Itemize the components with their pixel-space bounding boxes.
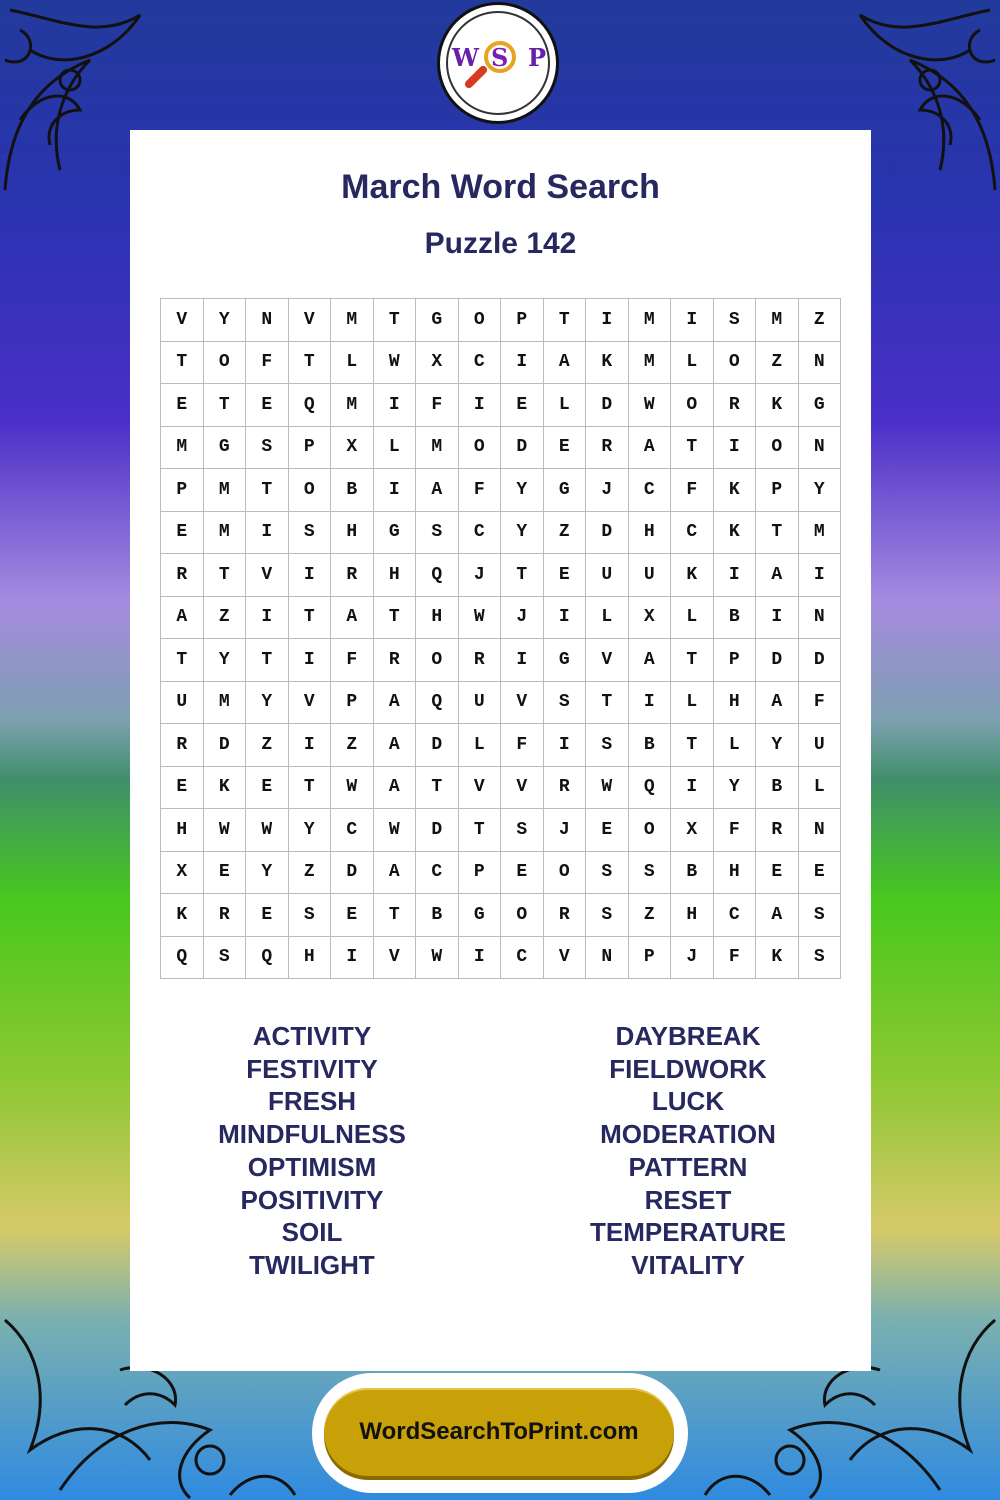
grid-cell[interactable]: L [331,342,374,385]
grid-cell[interactable]: D [586,384,629,427]
grid-cell[interactable]: C [714,894,757,937]
grid-cell[interactable]: D [204,724,247,767]
grid-cell[interactable]: Y [246,682,289,725]
grid-cell[interactable]: F [714,809,757,852]
word-list-item: SOIL [281,1217,343,1248]
grid-cell[interactable]: Q [289,384,332,427]
grid-cell[interactable]: J [544,809,587,852]
grid-cell[interactable]: W [204,809,247,852]
grid-cell[interactable]: W [416,937,459,980]
logo-letter-s: S [491,43,509,72]
grid-cell[interactable]: I [586,299,629,342]
word-list-item: FIELDWORK [609,1053,767,1084]
grid-cell[interactable]: I [459,384,502,427]
grid-cell[interactable]: T [544,299,587,342]
grid-cell[interactable]: S [246,427,289,470]
grid-cell[interactable]: J [586,469,629,512]
grid-cell[interactable]: Z [756,342,799,385]
grid-cell[interactable]: D [416,809,459,852]
grid-cell[interactable]: O [459,427,502,470]
grid-cell[interactable]: L [586,597,629,640]
grid-cell[interactable]: B [416,894,459,937]
grid-cell[interactable]: G [459,894,502,937]
ornament-top-left [0,0,150,200]
grid-cell[interactable]: B [756,767,799,810]
grid-cell[interactable]: L [671,682,714,725]
grid-cell[interactable]: O [204,342,247,385]
grid-cell[interactable]: F [331,639,374,682]
grid-cell[interactable]: X [629,597,672,640]
grid-cell[interactable]: S [289,512,332,555]
grid-cell[interactable]: E [161,384,204,427]
grid-cell[interactable]: U [459,682,502,725]
grid-cell[interactable]: T [501,554,544,597]
grid-cell[interactable]: A [374,852,417,895]
grid-cell[interactable]: M [629,342,672,385]
logo-letter-w: W [452,43,479,72]
grid-cell[interactable]: U [586,554,629,597]
grid-cell[interactable]: E [204,852,247,895]
grid-cell[interactable]: W [459,597,502,640]
grid-cell[interactable]: Z [544,512,587,555]
grid-cell[interactable]: G [544,469,587,512]
grid-cell[interactable]: G [374,512,417,555]
grid-cell[interactable]: U [161,682,204,725]
puzzle-number: Puzzle 142 [424,227,577,260]
grid-cell[interactable]: E [161,767,204,810]
grid-cell[interactable]: T [204,384,247,427]
grid-cell[interactable]: S [799,937,842,980]
grid-cell[interactable]: U [629,554,672,597]
grid-cell[interactable]: T [374,597,417,640]
grid-cell[interactable]: A [756,554,799,597]
grid-cell[interactable]: Y [501,469,544,512]
grid-cell[interactable]: I [289,639,332,682]
grid-cell[interactable]: R [756,809,799,852]
grid-cell[interactable]: T [586,682,629,725]
site-url: WordSearchToPrint.com [359,1418,639,1445]
grid-cell[interactable]: I [714,427,757,470]
grid-cell[interactable]: E [161,512,204,555]
page-title: March Word Search [341,168,660,206]
grid-cell[interactable]: T [459,809,502,852]
grid-cell[interactable]: I [374,469,417,512]
grid-cell[interactable]: V [161,299,204,342]
grid-cell[interactable]: W [246,809,289,852]
grid-cell[interactable]: S [289,894,332,937]
grid-cell[interactable]: E [331,894,374,937]
word-list-item: RESET [644,1184,732,1215]
grid-cell[interactable]: D [756,639,799,682]
word-list-item: MODERATION [600,1119,776,1150]
grid-cell[interactable]: Q [416,554,459,597]
grid-cell[interactable]: C [459,512,502,555]
grid-cell[interactable]: T [161,342,204,385]
grid-cell[interactable]: S [629,852,672,895]
grid-cell[interactable]: S [714,299,757,342]
grid-cell[interactable]: F [416,384,459,427]
grid-cell[interactable]: H [629,512,672,555]
grid-cell[interactable]: K [756,384,799,427]
grid-cell[interactable]: M [756,299,799,342]
wsp-logo [437,2,559,124]
grid-cell[interactable]: M [204,469,247,512]
grid-cell[interactable]: I [671,767,714,810]
grid-cell[interactable]: V [501,767,544,810]
grid-cell[interactable]: Q [629,767,672,810]
grid-cell[interactable]: V [501,682,544,725]
word-list-item: PATTERN [628,1151,748,1182]
grid-cell[interactable]: Z [204,597,247,640]
grid-cell[interactable]: A [374,724,417,767]
grid-cell[interactable]: K [671,554,714,597]
grid-cell[interactable]: O [671,384,714,427]
grid-cell[interactable]: T [246,639,289,682]
grid-cell[interactable]: S [799,894,842,937]
grid-cell[interactable]: I [459,937,502,980]
grid-cell[interactable]: B [629,724,672,767]
grid-cell[interactable]: G [799,384,842,427]
grid-cell[interactable]: C [331,809,374,852]
grid-cell[interactable]: P [289,427,332,470]
grid-cell[interactable]: Y [204,639,247,682]
grid-cell[interactable]: H [671,894,714,937]
word-list-left [162,1020,462,1282]
word-list-item: ACTIVITY [252,1021,372,1051]
grid-cell[interactable]: K [714,469,757,512]
grid-cell[interactable]: H [161,809,204,852]
grid-cell[interactable]: L [374,427,417,470]
grid-cell[interactable]: Y [289,809,332,852]
grid-cell[interactable]: H [289,937,332,980]
grid-cell[interactable]: W [374,342,417,385]
logo-letter-p: P [528,43,547,72]
grid-cell[interactable]: O [756,427,799,470]
grid-cell[interactable]: X [671,809,714,852]
grid-cell[interactable]: V [544,937,587,980]
grid-cell[interactable]: S [501,809,544,852]
grid-cell[interactable]: K [161,894,204,937]
grid-cell[interactable]: C [671,512,714,555]
grid-cell[interactable]: H [374,554,417,597]
grid-cell[interactable]: I [756,597,799,640]
grid-cell[interactable]: A [544,342,587,385]
grid-cell[interactable]: T [204,554,247,597]
grid-cell[interactable]: L [671,597,714,640]
grid-cell[interactable]: R [374,639,417,682]
grid-cell[interactable]: F [714,937,757,980]
word-list-item: POSITIVITY [240,1184,384,1215]
grid-cell[interactable]: R [161,724,204,767]
grid-cell[interactable]: T [374,894,417,937]
grid-cell[interactable]: I [289,554,332,597]
grid-cell[interactable]: R [459,639,502,682]
grid-cell[interactable]: R [714,384,757,427]
grid-cell[interactable]: A [374,767,417,810]
grid-cell[interactable]: F [799,682,842,725]
grid-cell[interactable]: C [501,937,544,980]
grid-cell[interactable]: M [629,299,672,342]
grid-cell[interactable]: S [586,894,629,937]
grid-cell[interactable]: A [756,682,799,725]
word-list-item: FESTIVITY [246,1053,378,1084]
grid-cell[interactable]: Z [246,724,289,767]
grid-cell[interactable]: P [331,682,374,725]
word-list-item: TWILIGHT [249,1249,375,1280]
grid-cell[interactable]: R [586,427,629,470]
grid-cell[interactable]: T [161,639,204,682]
grid-cell[interactable]: K [714,512,757,555]
grid-cell[interactable]: E [246,894,289,937]
grid-cell[interactable]: N [799,342,842,385]
grid-cell[interactable]: O [501,894,544,937]
grid-cell[interactable]: Y [501,512,544,555]
grid-cell[interactable]: H [714,682,757,725]
grid-cell[interactable]: O [416,639,459,682]
grid-cell[interactable]: V [246,554,289,597]
grid-cell[interactable]: G [544,639,587,682]
grid-cell[interactable]: A [161,597,204,640]
word-list-item: LUCK [651,1086,725,1117]
grid-cell[interactable]: O [714,342,757,385]
grid-cell[interactable]: R [331,554,374,597]
grid-cell[interactable]: O [544,852,587,895]
grid-cell[interactable]: N [799,597,842,640]
grid-cell[interactable]: I [671,299,714,342]
grid-cell[interactable]: Z [799,299,842,342]
grid-cell[interactable]: T [246,469,289,512]
grid-cell[interactable]: M [799,512,842,555]
grid-cell[interactable]: L [459,724,502,767]
grid-cell[interactable]: T [756,512,799,555]
grid-cell[interactable]: D [799,639,842,682]
grid-cell[interactable]: Q [161,937,204,980]
grid-cell[interactable]: V [459,767,502,810]
grid-cell[interactable]: W [331,767,374,810]
grid-cell[interactable]: H [331,512,374,555]
grid-cell[interactable]: E [246,384,289,427]
puzzle-card [130,130,871,1371]
grid-cell[interactable]: G [204,427,247,470]
grid-cell[interactable]: K [586,342,629,385]
grid-cell[interactable]: V [374,937,417,980]
grid-cell[interactable]: H [714,852,757,895]
grid-cell[interactable]: K [204,767,247,810]
grid-cell[interactable]: O [289,469,332,512]
grid-cell[interactable]: S [416,512,459,555]
grid-cell[interactable]: T [671,724,714,767]
grid-cell[interactable]: M [161,427,204,470]
grid-cell[interactable]: I [246,512,289,555]
grid-cell[interactable]: I [331,937,374,980]
grid-cell[interactable]: P [501,299,544,342]
word-list-item: OPTIMISM [247,1151,377,1182]
ornament-top-right [850,0,1000,200]
grid-cell[interactable]: J [671,937,714,980]
grid-cell[interactable]: M [204,512,247,555]
grid-cell[interactable]: E [799,852,842,895]
grid-cell[interactable]: M [331,299,374,342]
grid-cell[interactable]: H [416,597,459,640]
grid-cell[interactable]: A [756,894,799,937]
grid-cell[interactable]: W [629,384,672,427]
grid-cell[interactable]: Z [289,852,332,895]
grid-cell[interactable]: A [416,469,459,512]
grid-cell[interactable]: I [629,682,672,725]
grid-cell[interactable]: X [331,427,374,470]
grid-cell[interactable]: B [671,852,714,895]
grid-cell[interactable]: O [459,299,502,342]
grid-cell[interactable]: E [501,852,544,895]
grid-cell[interactable]: E [756,852,799,895]
grid-cell[interactable]: A [629,639,672,682]
grid-cell[interactable]: F [501,724,544,767]
grid-cell[interactable]: Z [629,894,672,937]
grid-cell[interactable]: T [671,639,714,682]
grid-cell[interactable]: I [501,639,544,682]
grid-cell[interactable]: I [289,724,332,767]
grid-cell[interactable]: I [246,597,289,640]
grid-cell[interactable]: W [374,809,417,852]
grid-cell[interactable]: J [459,554,502,597]
grid-cell[interactable]: P [459,852,502,895]
grid-cell[interactable]: W [586,767,629,810]
letter-grid [160,298,841,979]
word-list-item: MINDFULNESS [218,1119,406,1150]
grid-cell[interactable]: I [544,724,587,767]
word-list-item: TEMPERATURE [590,1217,786,1248]
grid-cell[interactable]: M [204,682,247,725]
grid-cell[interactable]: L [544,384,587,427]
site-link-button[interactable] [324,1388,674,1476]
word-list-item: DAYBREAK [615,1021,761,1051]
grid-cell[interactable]: C [416,852,459,895]
grid-cell[interactable]: R [544,894,587,937]
grid-cell[interactable]: A [629,427,672,470]
grid-cell[interactable]: C [459,342,502,385]
grid-cell[interactable]: K [756,937,799,980]
grid-cell[interactable]: Y [204,299,247,342]
grid-cell[interactable]: R [204,894,247,937]
word-list-item: FRESH [267,1086,357,1117]
grid-cell[interactable]: N [799,427,842,470]
grid-cell[interactable]: T [289,767,332,810]
grid-cell[interactable]: F [246,342,289,385]
grid-cell[interactable]: Q [416,682,459,725]
grid-cell[interactable]: L [671,342,714,385]
grid-cell[interactable]: L [799,767,842,810]
grid-cell[interactable]: C [629,469,672,512]
grid-cell[interactable]: E [501,384,544,427]
grid-cell[interactable]: I [799,554,842,597]
word-list-right [538,1020,838,1282]
grid-cell[interactable]: S [586,724,629,767]
grid-cell[interactable]: R [161,554,204,597]
grid-cell[interactable]: E [246,767,289,810]
grid-cell[interactable]: M [416,427,459,470]
grid-cell[interactable]: T [416,767,459,810]
grid-cell[interactable]: F [459,469,502,512]
grid-cell[interactable]: T [671,427,714,470]
grid-cell[interactable]: N [246,299,289,342]
grid-cell[interactable]: T [374,299,417,342]
grid-cell[interactable]: X [161,852,204,895]
grid-cell[interactable]: Y [756,724,799,767]
grid-cell[interactable]: P [714,639,757,682]
grid-cell[interactable]: I [714,554,757,597]
grid-cell[interactable]: Z [331,724,374,767]
grid-cell[interactable]: I [544,597,587,640]
grid-cell[interactable]: U [799,724,842,767]
grid-cell[interactable]: L [714,724,757,767]
grid-cell[interactable]: D [501,427,544,470]
grid-cell[interactable]: S [586,852,629,895]
grid-cell[interactable]: N [799,809,842,852]
grid-cell[interactable]: V [289,682,332,725]
word-list-item: VITALITY [631,1249,745,1280]
grid-cell[interactable]: S [204,937,247,980]
grid-cell[interactable]: T [289,597,332,640]
footer-badge [312,1373,688,1493]
grid-cell[interactable]: B [714,597,757,640]
grid-cell[interactable]: R [544,767,587,810]
grid-cell[interactable]: I [501,342,544,385]
grid-cell[interactable]: D [586,512,629,555]
grid-cell[interactable]: I [374,384,417,427]
grid-cell[interactable]: V [586,639,629,682]
grid-cell[interactable]: A [374,682,417,725]
grid-cell[interactable]: O [629,809,672,852]
grid-cell[interactable]: D [416,724,459,767]
grid-cell[interactable]: Y [246,852,289,895]
grid-cell[interactable]: Q [246,937,289,980]
grid-cell[interactable]: E [586,809,629,852]
grid-cell[interactable]: M [331,384,374,427]
grid-cell[interactable]: Y [714,767,757,810]
grid-cell[interactable]: N [586,937,629,980]
grid-cell[interactable]: D [331,852,374,895]
grid-cell[interactable]: P [756,469,799,512]
grid-cell[interactable]: V [289,299,332,342]
grid-cell[interactable]: P [161,469,204,512]
grid-cell[interactable]: X [416,342,459,385]
grid-cell[interactable]: G [416,299,459,342]
grid-cell[interactable]: B [331,469,374,512]
grid-cell[interactable]: S [544,682,587,725]
grid-cell[interactable]: F [671,469,714,512]
grid-cell[interactable]: T [289,342,332,385]
grid-cell[interactable]: A [331,597,374,640]
grid-cell[interactable]: E [544,427,587,470]
grid-cell[interactable]: Y [799,469,842,512]
grid-cell[interactable]: E [544,554,587,597]
grid-cell[interactable]: J [501,597,544,640]
grid-cell[interactable]: P [629,937,672,980]
